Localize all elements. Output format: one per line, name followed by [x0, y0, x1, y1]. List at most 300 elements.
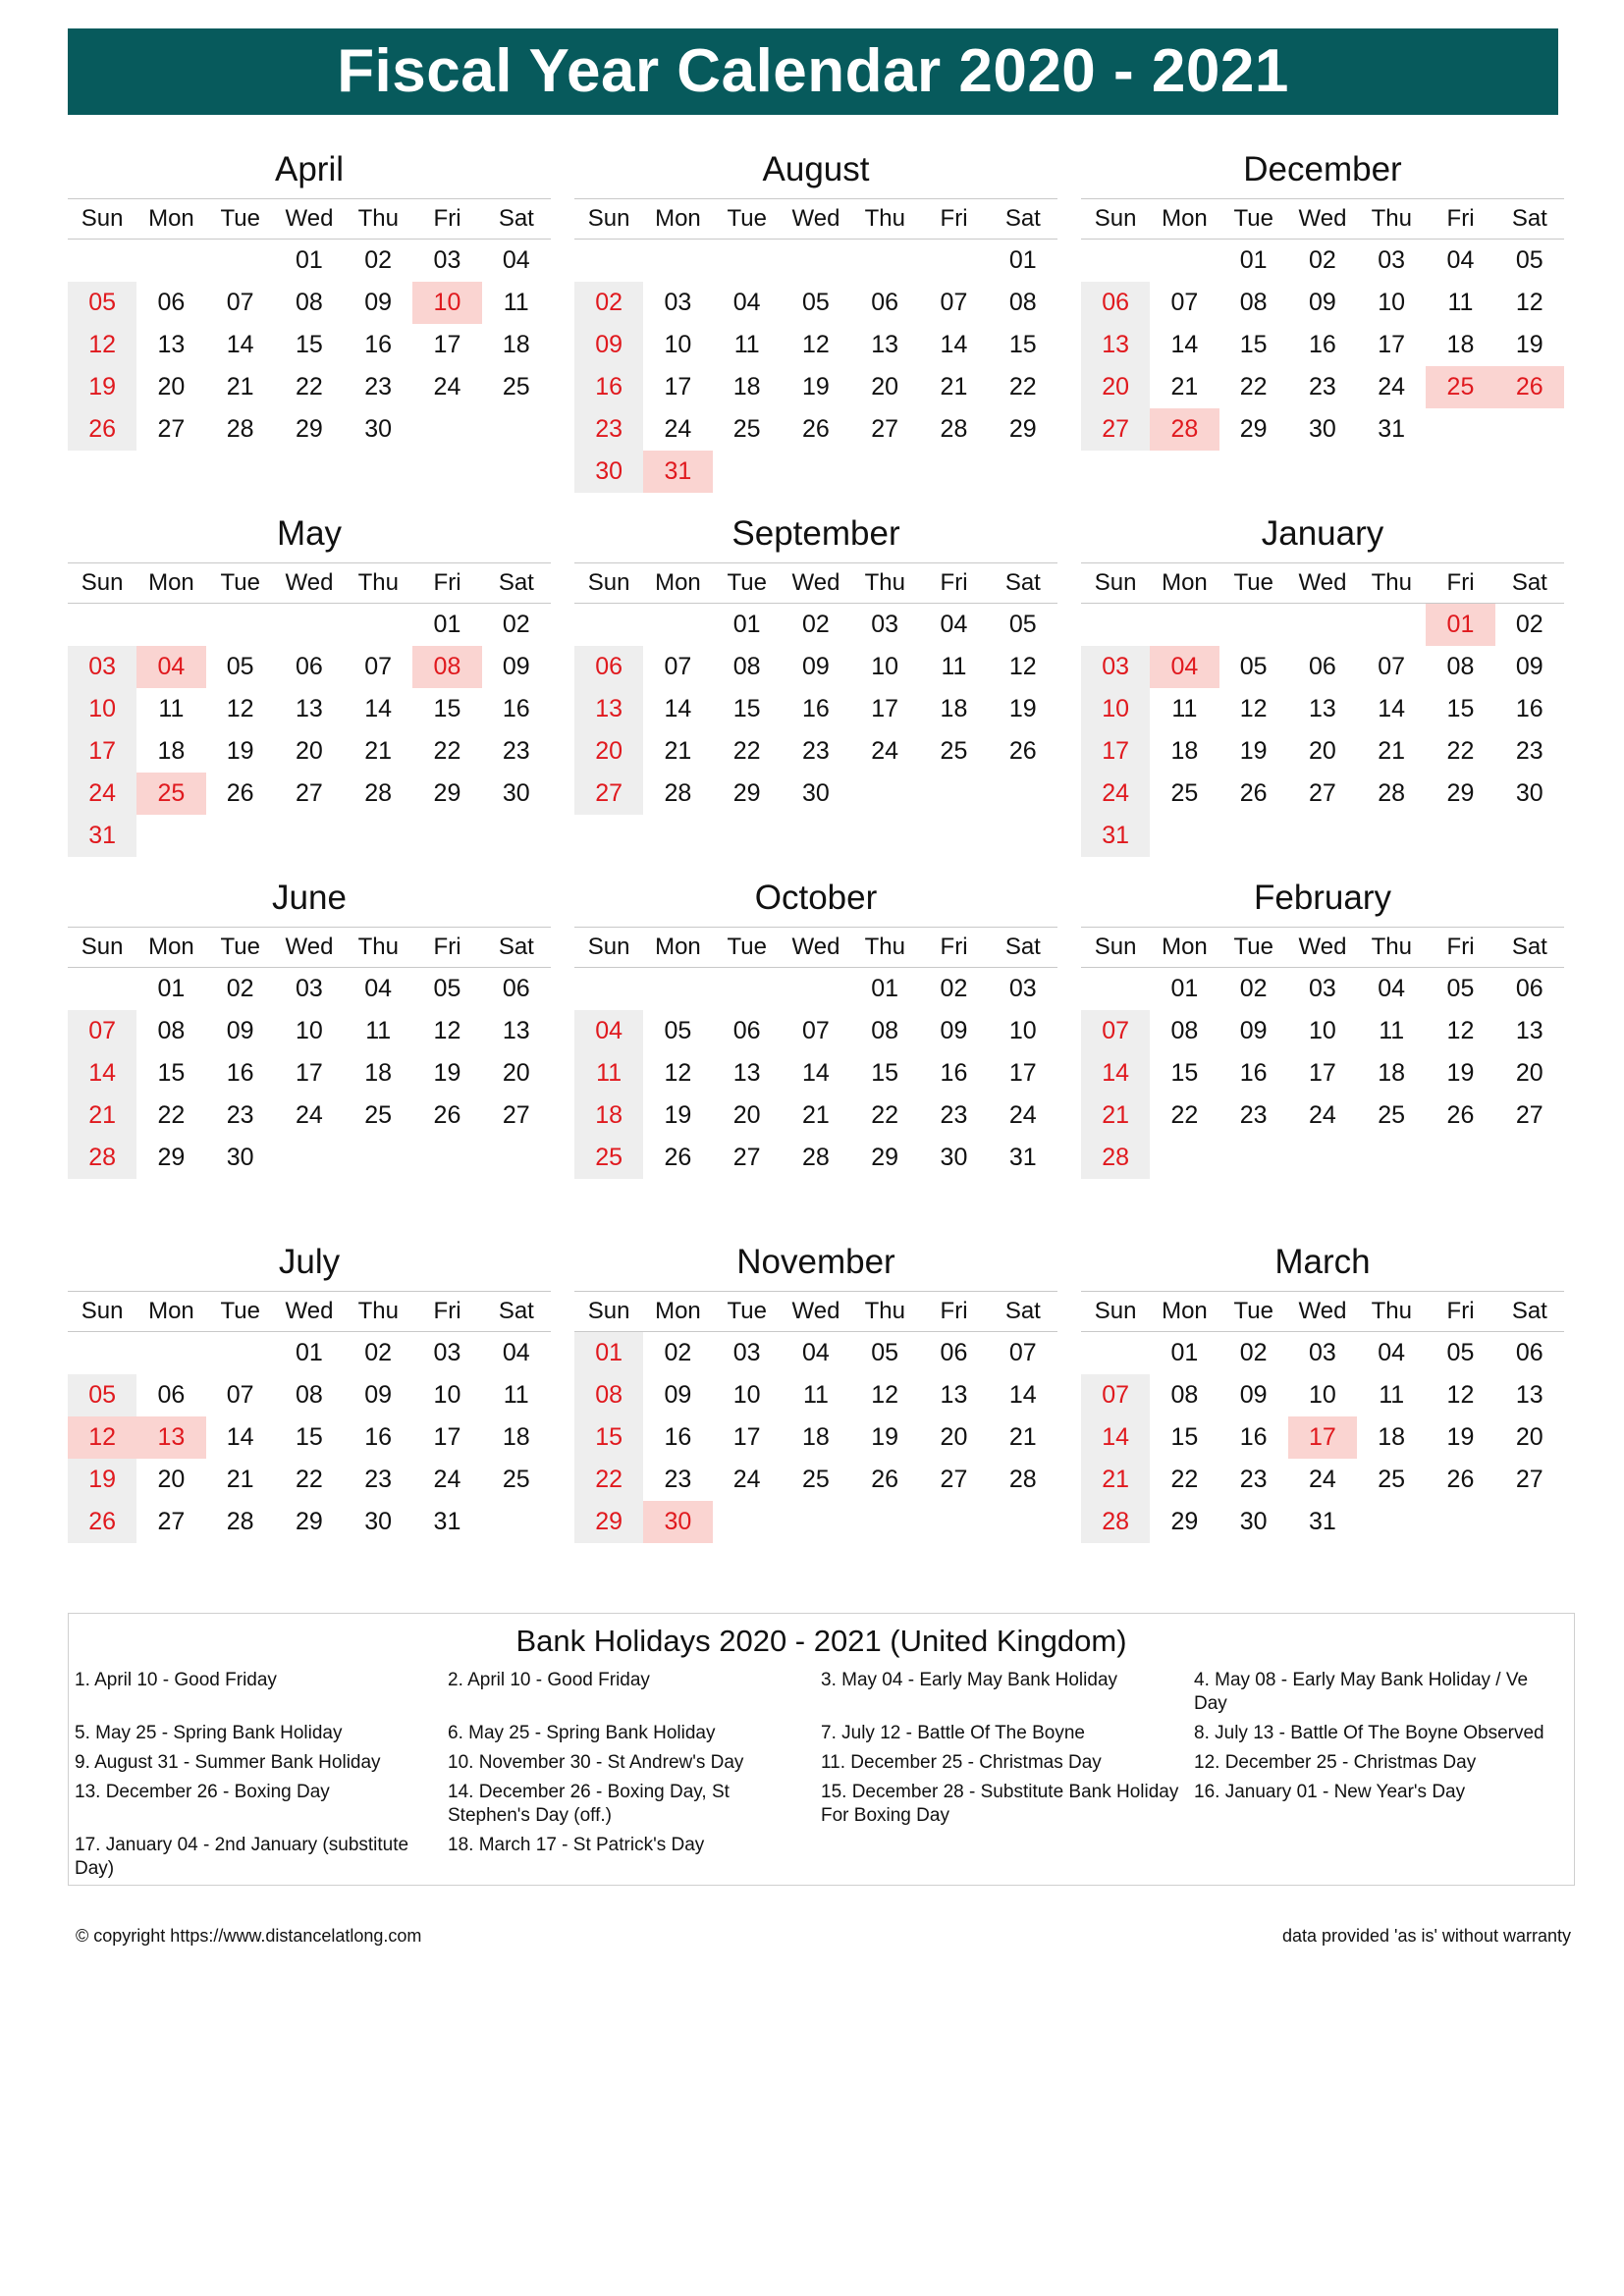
day-cell: 10: [664, 331, 692, 358]
day-cell: 16: [1309, 331, 1336, 358]
weekday-label: Wed: [285, 1298, 334, 1324]
day-cell: 04: [1150, 646, 1218, 688]
day-cell: 24: [1081, 773, 1150, 815]
day-cell: 21: [664, 737, 692, 765]
day-cell: 06: [157, 1381, 186, 1409]
day-cell: 12: [1008, 653, 1037, 680]
day-cell: 28: [664, 779, 692, 807]
day-cell: 25: [136, 773, 205, 815]
day-cell: 29: [732, 779, 761, 807]
day-cell: 25: [1170, 779, 1199, 807]
month-name: April: [274, 150, 345, 188]
day-cell: 25: [802, 1466, 830, 1493]
empty-cell: [989, 773, 1057, 815]
day-cell: 11: [1171, 695, 1198, 722]
day-cell: 09: [1239, 1017, 1268, 1044]
weekday-label: Wed: [791, 569, 840, 596]
empty-cell: [1288, 815, 1357, 857]
month-august: [574, 147, 1057, 493]
day-cell: 03: [1309, 1339, 1336, 1366]
day-cell: 20: [296, 737, 323, 765]
page-title: Fiscal Year Calendar 2020 - 2021: [68, 28, 1558, 115]
day-cell: 09: [226, 1017, 254, 1044]
day-cell: 17: [732, 1423, 761, 1451]
day-cell: 03: [1008, 975, 1037, 1002]
day-cell: 02: [1239, 1339, 1268, 1366]
day-cell: 03: [68, 646, 136, 688]
day-cell: 25: [1378, 1101, 1406, 1129]
day-cell: 31: [433, 1508, 461, 1535]
day-cell: 21: [802, 1101, 830, 1129]
day-cell: 23: [364, 1466, 393, 1493]
day-cell: 24: [1378, 373, 1406, 400]
day-cell: 17: [433, 331, 461, 358]
day-cell: 28: [226, 1508, 254, 1535]
day-cell: 12: [1239, 695, 1268, 722]
weekday-label: Sat: [498, 205, 534, 232]
day-cell: 28: [802, 1144, 830, 1171]
copyright-text: © copyright https://www.distancelatlong.com: [76, 1926, 422, 1946]
day-cell: 26: [871, 1466, 899, 1493]
day-cell: 07: [1081, 1374, 1150, 1416]
day-cell: 11: [941, 653, 967, 680]
day-cell: 10: [871, 653, 899, 680]
weekday-label: Fri: [1446, 1298, 1475, 1324]
day-cell: 17: [296, 1059, 323, 1087]
day-cell: 17: [1288, 1416, 1357, 1459]
day-cell: 08: [871, 1017, 899, 1044]
day-cell: 03: [1309, 975, 1336, 1002]
day-cell: 25: [502, 373, 530, 400]
weekday-label: Mon: [655, 1298, 701, 1324]
empty-cell: [1426, 815, 1494, 857]
weekday-label: Thu: [864, 934, 905, 960]
day-cell: 20: [940, 1423, 968, 1451]
weekday-label: Fri: [433, 205, 461, 232]
day-cell: 12: [433, 1017, 461, 1044]
day-cell: 09: [1515, 653, 1543, 680]
weekday-label: Mon: [1162, 205, 1208, 232]
empty-cell: [68, 968, 136, 1010]
month-october: [574, 876, 1057, 1179]
day-cell: 08: [1170, 1381, 1199, 1409]
month-november: [574, 1240, 1057, 1543]
day-cell: 12: [68, 1416, 136, 1459]
day-cell: 22: [296, 1466, 323, 1493]
day-cell: 07: [1378, 653, 1406, 680]
day-grid: [68, 968, 551, 1179]
day-cell: 21: [68, 1095, 136, 1137]
day-cell: 17: [1081, 730, 1150, 773]
month-march: [1081, 1240, 1564, 1543]
day-cell: 06: [574, 646, 643, 688]
weekday-label: Mon: [148, 205, 194, 232]
day-cell: 24: [68, 773, 136, 815]
empty-cell: [989, 1501, 1057, 1543]
day-cell: 20: [732, 1101, 761, 1129]
day-cell: 08: [412, 646, 481, 688]
day-cell: 05: [664, 1017, 692, 1044]
day-cell: 27: [157, 1508, 186, 1535]
day-cell: 05: [68, 1374, 136, 1416]
day-cell: 23: [664, 1466, 692, 1493]
empty-cell: [919, 240, 988, 282]
weekday-label: Thu: [1371, 569, 1412, 596]
empty-cell: [136, 240, 205, 282]
day-cell: 24: [1309, 1466, 1336, 1493]
day-cell: 26: [802, 415, 830, 443]
day-cell: 30: [502, 779, 530, 807]
day-cell: 06: [940, 1339, 968, 1366]
day-cell: 12: [68, 324, 136, 366]
month-february: [1081, 876, 1564, 1179]
day-cell: 31: [1008, 1144, 1037, 1171]
day-cell: 13: [1515, 1381, 1543, 1409]
day-cell: 16: [1515, 695, 1543, 722]
day-cell: 07: [940, 289, 968, 316]
empty-cell: [68, 1332, 136, 1374]
day-cell: 10: [296, 1017, 323, 1044]
weekday-header: [68, 562, 551, 604]
day-cell: 06: [732, 1017, 761, 1044]
day-cell: 09: [364, 1381, 393, 1409]
day-cell: 19: [226, 737, 254, 765]
day-cell: 08: [732, 653, 761, 680]
day-cell: 25: [1426, 366, 1494, 408]
day-cell: 06: [157, 289, 186, 316]
month-name: May: [276, 514, 343, 553]
day-cell: 27: [1081, 408, 1150, 451]
empty-cell: [782, 451, 850, 493]
day-cell: 09: [664, 1381, 692, 1409]
day-cell: 29: [871, 1144, 899, 1171]
day-cell: 13: [1515, 1017, 1543, 1044]
day-cell: 03: [296, 975, 323, 1002]
month-name: August: [762, 150, 870, 188]
day-cell: 07: [226, 1381, 254, 1409]
day-cell: 29: [1239, 415, 1268, 443]
day-cell: 31: [68, 815, 136, 857]
day-cell: 31: [643, 451, 712, 493]
empty-cell: [1426, 1137, 1494, 1179]
day-cell: 21: [1008, 1423, 1037, 1451]
weekday-label: Sun: [81, 1298, 124, 1324]
empty-cell: [136, 815, 205, 857]
day-cell: 13: [1081, 324, 1150, 366]
day-grid: [68, 604, 551, 857]
empty-cell: [713, 451, 782, 493]
day-cell: 12: [1515, 289, 1543, 316]
weekday-label: Thu: [357, 934, 399, 960]
day-cell: 26: [1239, 779, 1268, 807]
empty-cell: [850, 240, 919, 282]
day-cell: 15: [433, 695, 461, 722]
day-cell: 22: [1170, 1466, 1199, 1493]
empty-cell: [275, 604, 344, 646]
day-cell: 12: [1446, 1017, 1475, 1044]
day-cell: 08: [1239, 289, 1268, 316]
weekday-label: Mon: [148, 1298, 194, 1324]
day-cell: 26: [1008, 737, 1037, 765]
bank-holidays-title: Bank Holidays 2020 - 2021 (United Kingdom): [515, 1624, 1127, 1658]
day-cell: 18: [157, 737, 186, 765]
day-cell: 01: [296, 1339, 323, 1366]
day-cell: 16: [802, 695, 830, 722]
day-cell: 03: [664, 289, 692, 316]
weekday-label: Fri: [940, 934, 968, 960]
bank-holiday-item: 3. May 04 - Early May Bank Holiday: [821, 1670, 1118, 1690]
empty-cell: [344, 604, 412, 646]
weekday-label: Sat: [1511, 1298, 1547, 1324]
bank-holiday-item: 15. December 28 - Substitute Bank Holiday For Boxing Day: [821, 1782, 1179, 1826]
empty-cell: [1495, 815, 1564, 857]
weekday-label: Sun: [1094, 205, 1137, 232]
day-cell: 02: [1239, 975, 1268, 1002]
day-cell: 16: [1239, 1423, 1268, 1451]
day-cell: 30: [574, 451, 643, 493]
day-cell: 18: [574, 1095, 643, 1137]
day-cell: 08: [157, 1017, 186, 1044]
day-cell: 13: [732, 1059, 761, 1087]
day-cell: 02: [502, 611, 530, 638]
day-cell: 24: [433, 1466, 461, 1493]
empty-cell: [713, 1501, 782, 1543]
day-cell: 27: [296, 779, 323, 807]
day-cell: 24: [1008, 1101, 1037, 1129]
empty-cell: [1081, 604, 1150, 646]
day-cell: 13: [940, 1381, 968, 1409]
day-cell: 29: [574, 1501, 643, 1543]
day-cell: 19: [802, 373, 830, 400]
weekday-header: [68, 927, 551, 968]
weekday-label: Fri: [433, 934, 461, 960]
day-cell: 01: [1170, 975, 1199, 1002]
empty-cell: [136, 1332, 205, 1374]
day-cell: 08: [1008, 289, 1037, 316]
empty-cell: [643, 968, 712, 1010]
day-cell: 24: [732, 1466, 761, 1493]
empty-cell: [344, 815, 412, 857]
day-cell: 29: [433, 779, 461, 807]
day-cell: 03: [732, 1339, 761, 1366]
day-cell: 01: [1170, 1339, 1199, 1366]
day-cell: 17: [1309, 1059, 1336, 1087]
day-cell: 05: [1515, 246, 1543, 274]
day-cell: 16: [574, 366, 643, 408]
weekday-label: Sun: [587, 569, 630, 596]
weekday-header: [574, 927, 1057, 968]
day-cell: 22: [732, 737, 761, 765]
day-cell: 01: [157, 975, 186, 1002]
day-cell: 05: [1446, 975, 1475, 1002]
day-cell: 10: [1378, 289, 1406, 316]
day-grid: [574, 1332, 1057, 1543]
day-cell: 08: [296, 289, 323, 316]
day-cell: 31: [1309, 1508, 1336, 1535]
bank-holiday-item: 11. December 25 - Christmas Day: [821, 1752, 1102, 1773]
weekday-label: Tue: [1233, 934, 1273, 960]
month-name: November: [736, 1243, 895, 1281]
weekday-label: Sat: [1511, 569, 1547, 596]
day-cell: 28: [1378, 779, 1406, 807]
day-grid: [574, 240, 1057, 493]
empty-cell: [850, 773, 919, 815]
weekday-label: Sun: [587, 205, 630, 232]
empty-cell: [1495, 1501, 1564, 1543]
day-cell: 18: [1378, 1423, 1406, 1451]
day-cell: 26: [1446, 1466, 1475, 1493]
empty-cell: [275, 1137, 344, 1179]
day-cell: 01: [732, 611, 761, 638]
day-cell: 23: [802, 737, 830, 765]
month-january: [1081, 511, 1564, 857]
day-cell: 19: [1515, 331, 1543, 358]
day-cell: 16: [364, 1423, 393, 1451]
day-cell: 09: [502, 653, 530, 680]
day-cell: 11: [574, 1052, 643, 1095]
day-cell: 05: [1446, 1339, 1475, 1366]
day-cell: 10: [433, 1381, 461, 1409]
weekday-label: Tue: [727, 934, 767, 960]
day-cell: 08: [1170, 1017, 1199, 1044]
empty-cell: [1081, 1332, 1150, 1374]
day-grid: [68, 1332, 551, 1543]
weekday-label: Thu: [864, 205, 905, 232]
day-cell: 04: [802, 1339, 830, 1366]
day-cell: 04: [502, 246, 530, 274]
day-cell: 02: [940, 975, 968, 1002]
day-cell: 30: [226, 1144, 254, 1171]
empty-cell: [1357, 1501, 1426, 1543]
empty-cell: [919, 451, 988, 493]
empty-cell: [482, 1501, 551, 1543]
empty-cell: [989, 451, 1057, 493]
day-cell: 07: [664, 653, 692, 680]
day-cell: 15: [1170, 1059, 1199, 1087]
day-cell: 14: [802, 1059, 830, 1087]
day-cell: 29: [1446, 779, 1475, 807]
weekday-label: Sat: [1004, 569, 1041, 596]
day-cell: 30: [1515, 779, 1543, 807]
day-cell: 08: [574, 1374, 643, 1416]
day-cell: 15: [296, 331, 323, 358]
weekday-header: [574, 562, 1057, 604]
day-cell: 09: [802, 653, 830, 680]
empty-cell: [206, 1332, 275, 1374]
month-september: [574, 511, 1057, 815]
day-cell: 19: [68, 1459, 136, 1501]
day-cell: 01: [433, 611, 461, 638]
day-cell: 27: [940, 1466, 968, 1493]
day-cell: 24: [296, 1101, 323, 1129]
day-cell: 22: [871, 1101, 899, 1129]
day-grid: [574, 604, 1057, 815]
day-cell: 14: [1081, 1416, 1150, 1459]
month-april: [68, 147, 551, 451]
day-cell: 30: [1239, 1508, 1268, 1535]
weekday-header: [1081, 562, 1564, 604]
day-cell: 18: [940, 695, 968, 722]
month-name: December: [1243, 150, 1402, 188]
day-cell: 26: [68, 1501, 136, 1543]
day-cell: 19: [1008, 695, 1037, 722]
day-cell: 30: [940, 1144, 968, 1171]
weekday-label: Wed: [791, 1298, 840, 1324]
weekday-header: [1081, 1291, 1564, 1332]
day-cell: 18: [1170, 737, 1199, 765]
day-cell: 28: [1150, 408, 1218, 451]
bank-holiday-item: 2. April 10 - Good Friday: [448, 1670, 650, 1690]
month-december: [1081, 147, 1564, 451]
empty-cell: [1495, 408, 1564, 451]
day-cell: 09: [940, 1017, 968, 1044]
empty-cell: [782, 1501, 850, 1543]
month-name: October: [754, 879, 878, 917]
day-cell: 14: [68, 1052, 136, 1095]
day-cell: 06: [1515, 1339, 1543, 1366]
day-cell: 01: [296, 246, 323, 274]
day-cell: 07: [364, 653, 393, 680]
day-cell: 04: [940, 611, 968, 638]
day-cell: 23: [226, 1101, 254, 1129]
day-cell: 14: [364, 695, 393, 722]
day-cell: 05: [802, 289, 830, 316]
day-cell: 17: [1378, 331, 1406, 358]
month-may: [68, 511, 551, 857]
bank-holiday-item: 5. May 25 - Spring Bank Holiday: [75, 1723, 343, 1743]
weekday-label: Sun: [81, 205, 124, 232]
day-cell: 22: [157, 1101, 186, 1129]
day-cell: 18: [732, 373, 761, 400]
day-cell: 14: [226, 331, 254, 358]
day-cell: 21: [226, 1466, 254, 1493]
day-cell: 24: [871, 737, 899, 765]
day-cell: 10: [732, 1381, 761, 1409]
weekday-label: Sun: [1094, 934, 1137, 960]
empty-cell: [275, 815, 344, 857]
day-cell: 06: [1309, 653, 1336, 680]
day-cell: 23: [364, 373, 393, 400]
day-cell: 21: [1170, 373, 1199, 400]
empty-cell: [1219, 815, 1288, 857]
day-cell: 12: [664, 1059, 692, 1087]
empty-cell: [713, 968, 782, 1010]
disclaimer-text: data provided 'as is' without warranty: [1281, 1926, 1571, 1946]
empty-cell: [574, 240, 643, 282]
weekday-label: Sat: [1004, 934, 1041, 960]
empty-cell: [850, 451, 919, 493]
day-cell: 01: [1426, 604, 1494, 646]
day-cell: 02: [1309, 246, 1336, 274]
weekday-label: Wed: [791, 205, 840, 232]
day-cell: 21: [1081, 1459, 1150, 1501]
empty-cell: [1426, 1501, 1494, 1543]
day-cell: 13: [157, 331, 186, 358]
bank-holiday-item: 9. August 31 - Summer Bank Holiday: [75, 1752, 381, 1773]
day-cell: 02: [226, 975, 254, 1002]
day-cell: 18: [502, 331, 530, 358]
day-cell: 04: [1378, 1339, 1406, 1366]
day-cell: 01: [574, 1332, 643, 1374]
weekday-label: Sat: [1004, 1298, 1041, 1324]
day-cell: 20: [157, 373, 186, 400]
empty-cell: [1357, 1137, 1426, 1179]
day-cell: 02: [802, 611, 830, 638]
empty-cell: [206, 604, 275, 646]
day-cell: 15: [157, 1059, 186, 1087]
empty-cell: [68, 240, 136, 282]
weekday-label: Fri: [433, 569, 461, 596]
